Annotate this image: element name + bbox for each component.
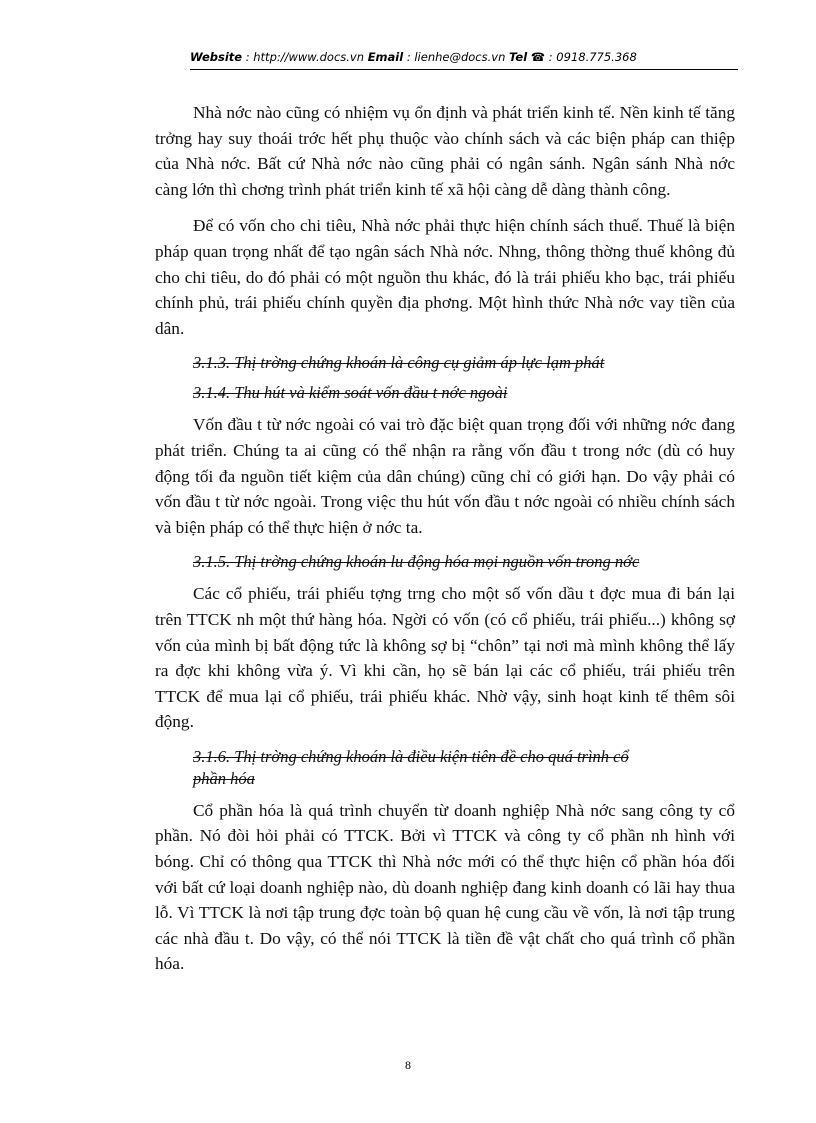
- paragraph-liquidity: Các cổ phiếu, trái phiếu tợng trng cho một số vốn dầu t đợc mua đi bán lại trên TTCK nh một thứ hàng hóa. Ngời có vốn (có cổ phiếu, trái phiếu...) không sợ vốn của mình bị bất động tức là không sợ bị “chôn” tại nơi mà mình không thể lấy ra đợc khi không vừa ý. Vì khi cần, họ sẽ bán lại các cổ phiếu, trái phiếu trên TTCK để mua lại cổ phiếu, trái phiếu khác. Nhờ vậy, sinh hoạt kinh tế thêm sôi động.: [155, 584, 735, 732]
- email-value: : lienhe@docs.vn: [403, 50, 510, 64]
- document-body: [155, 100, 735, 988]
- header-divider: [190, 69, 738, 70]
- website-label: Website: [190, 50, 243, 64]
- paragraph-budget: Nhà nớc nào cũng có nhiệm vụ ổn định và phát triển kinh tế. Nền kinh tế tăng trởng hay suy thoái trớc hết phụ thuộc vào chính sách và các biện pháp can thiệp của Nhà nớc. Bất cứ Nhà nớc nào cũng phải có ngân sánh. Ngân sánh Nhà nớc càng lớn thì chơng trình phát triển kinh tế xã hội càng dễ dàng thành công.: [155, 103, 735, 199]
- heading-3-1-4: 3.1.4. Thu hút và kiểm soát vốn đầu t nớc ngoài: [193, 383, 508, 403]
- page-number: 8: [405, 1058, 411, 1072]
- page-header: [190, 50, 740, 64]
- phone-icon: ☎: [530, 50, 546, 64]
- heading-3-1-5: 3.1.5. Thị trờng chứng khoán lu động hóa mọi nguồn vốn trong nớc: [193, 552, 640, 572]
- heading-3-1-3: 3.1.3. Thị trờng chứng khoán là công cụ giảm áp lực lạm phát: [193, 353, 605, 373]
- paragraph-foreign-investment: Vốn đầu t từ nớc ngoài có vai trò đặc biệt quan trọng đối với những nớc đang phát triển. Chúng ta ai cũng có thể nhận ra rằng vốn đầu t trong nớc (dù có huy động tối đa nguồn tiết kiệm của dân chúng) cũng chỉ có giới hạn. Do vậy phải có vốn đầu t từ nớc ngoài. Trong việc thu hút vốn đầu t nớc ngoài có nhiều chính sách và biện pháp có thể thực hiện ở nớc ta.: [155, 415, 735, 537]
- paragraph-equitization: Cổ phần hóa là quá trình chuyển từ doanh nghiệp Nhà nớc sang công ty cổ phần. Nó đòi hỏi phải có TTCK. Bởi vì TTCK và công ty cổ phần nh hình với bóng. Chỉ có thông qua TTCK thì Nhà nớc mới có thể thực hiện cổ phần hóa đối với bất cứ loại doanh nghiệp nào, dù doanh nghiệp đang kinh doanh có lãi hay thua lỗ. Vì TTCK là nơi tập trung đợc toàn bộ quan hệ cung cầu về vốn, là nơi tập trung các nhà đầu t. Do vậy, có thể nói TTCK là tiền đề vật chất cho quá trình cổ phần hóa.: [155, 800, 735, 974]
- tel-label: Tel: [509, 50, 528, 64]
- website-value: : http://www.docs.vn: [242, 50, 368, 64]
- tel-value: : 0918.775.368: [545, 50, 637, 64]
- heading-3-1-6: 3.1.6. Thị trờng chứng khoán là điều kiện tiên đề cho quá trình cổ phần hóa: [193, 746, 629, 788]
- email-label: Email: [367, 50, 404, 64]
- paragraph-tax: Để có vốn cho chi tiêu, Nhà nớc phải thực hiện chính sách thuế. Thuế là biện pháp quan trọng nhất để tạo ngân sách Nhà nớc. Nhng, thông thờng thuế không đủ cho chi tiêu, do đó phải có một nguồn thu khác, đó là trái phiếu kho bạc, trái phiếu chính phủ, trái phiếu chính quyền địa phơng. Một hình thức Nhà nớc vay tiền của dân.: [155, 216, 735, 338]
